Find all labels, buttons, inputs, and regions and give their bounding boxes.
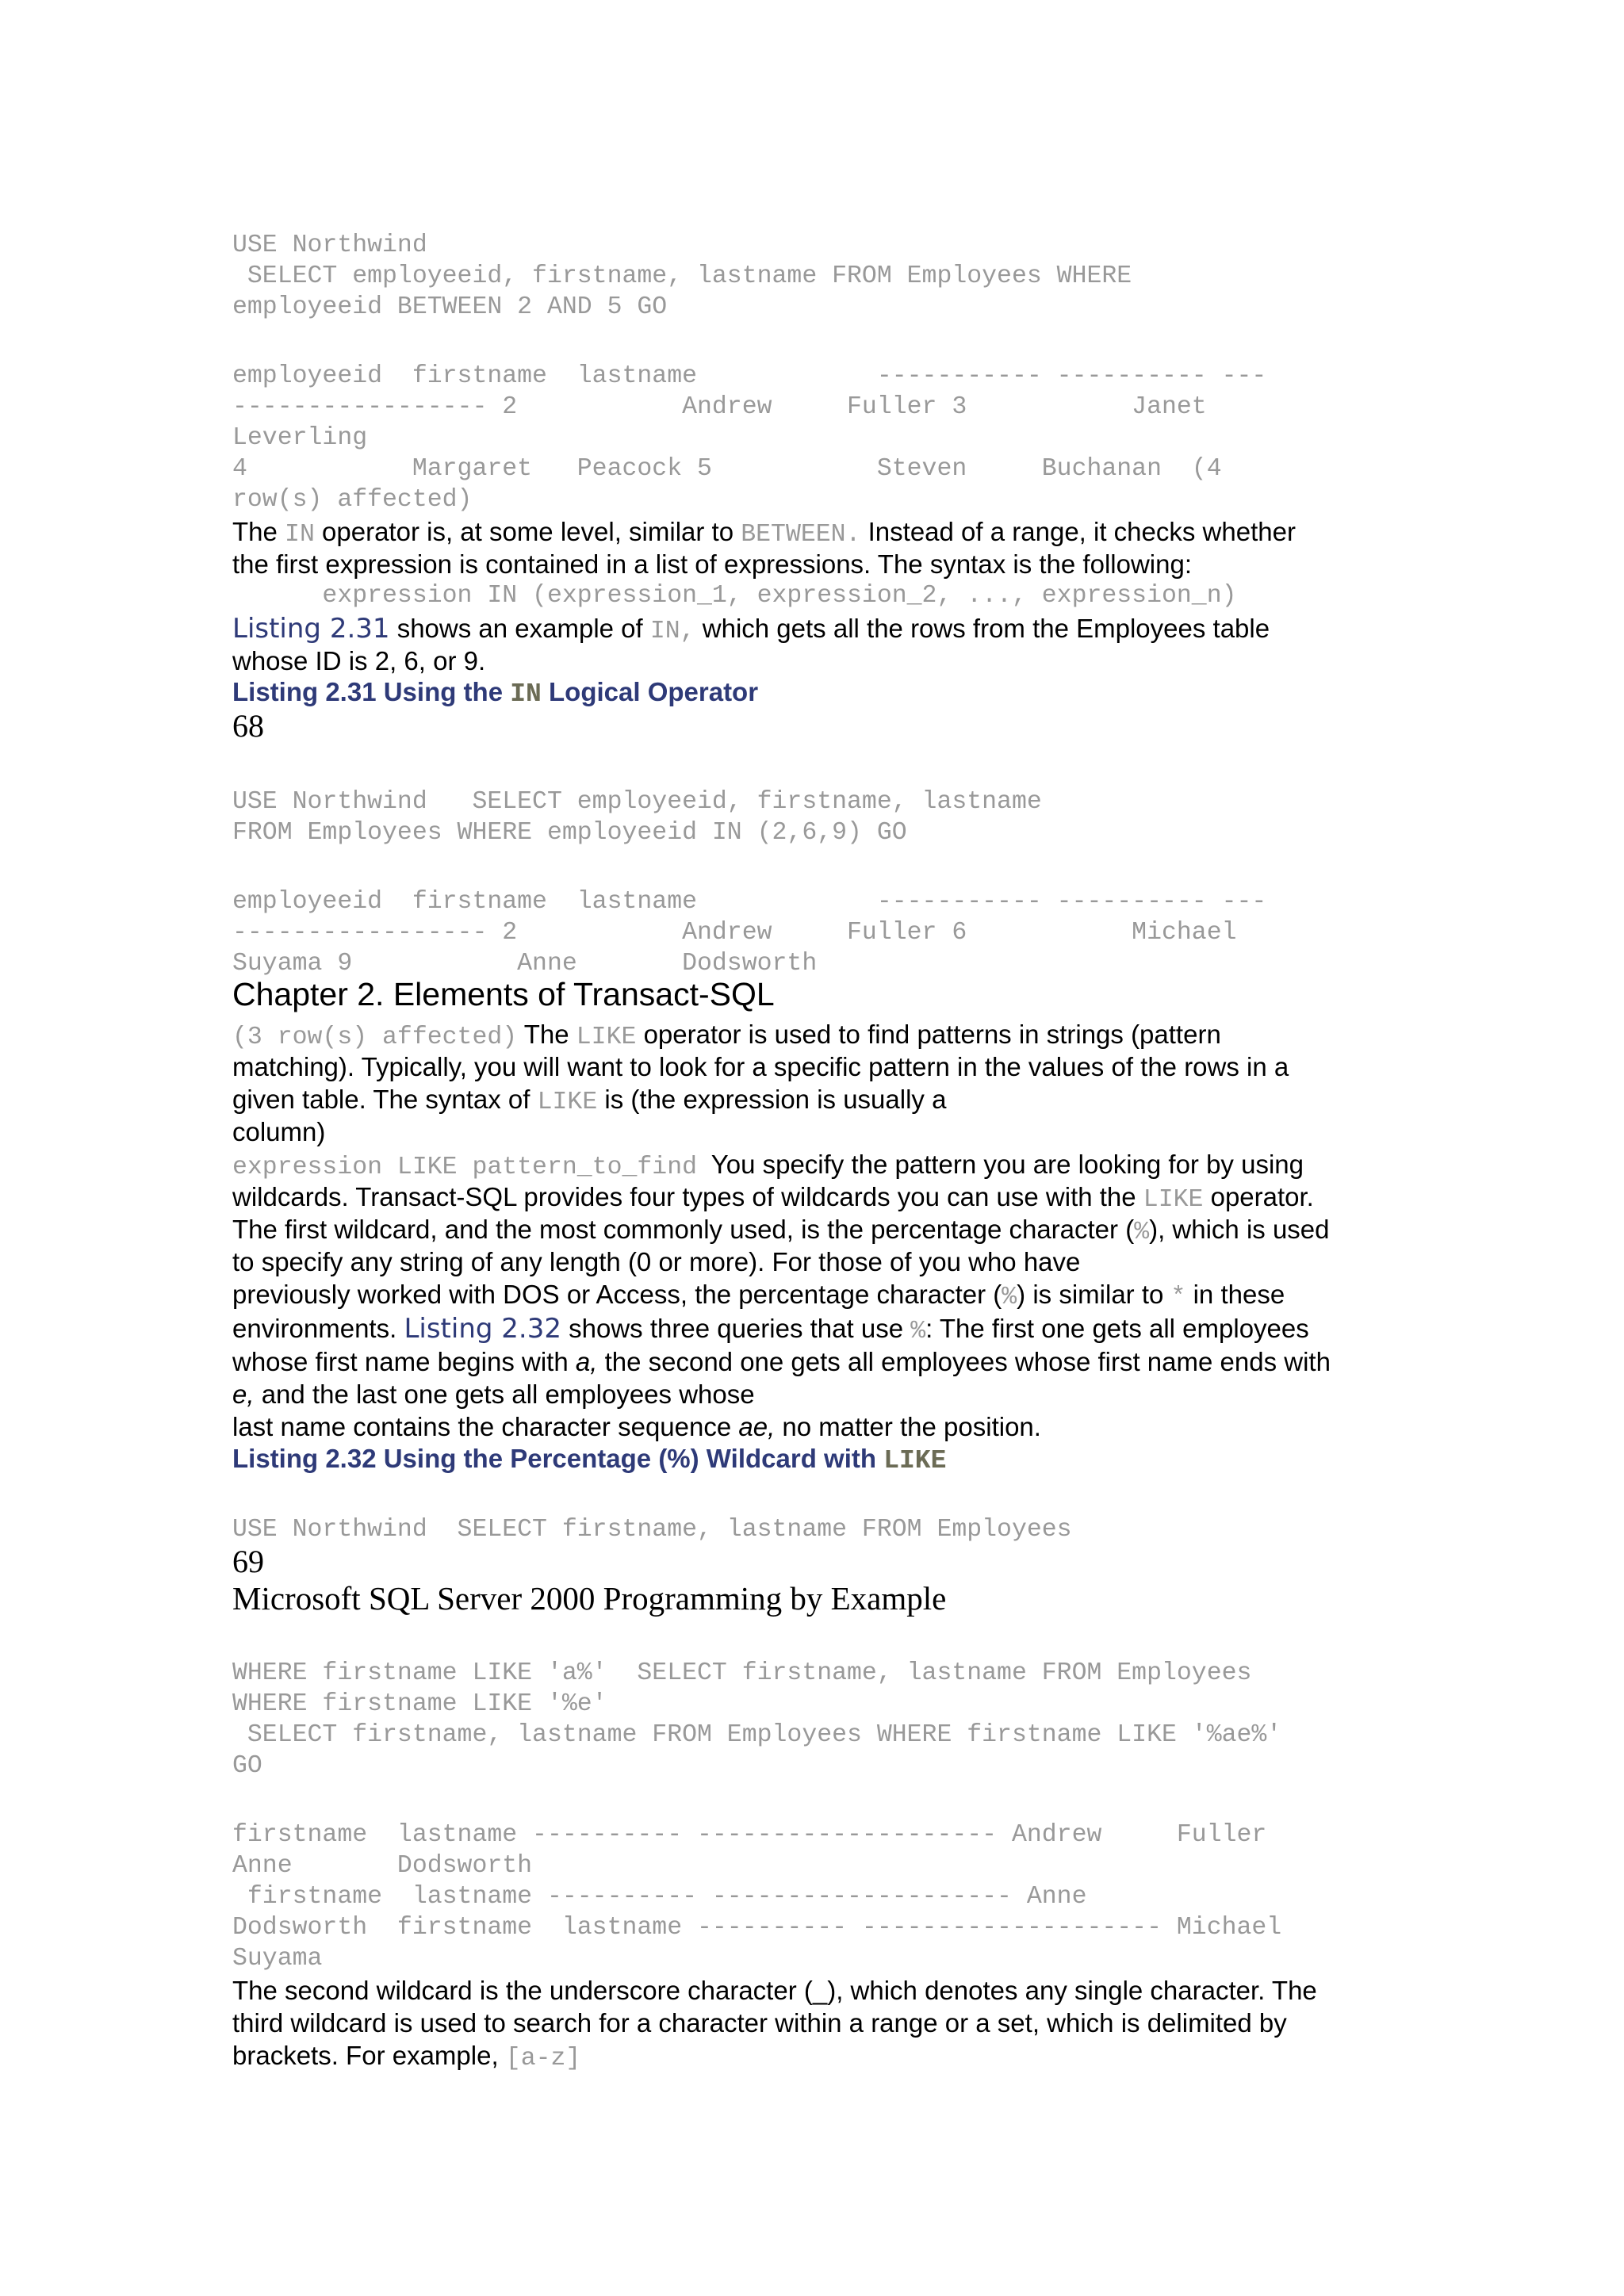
result-line: firstname lastname ---------- -------------------- Andrew Fuller (232, 1821, 1267, 1849)
body-text-line: whose ID is 2, 6, or 9. (232, 646, 486, 675)
listing-header: Listing 2.31 Using the IN Logical Operator (232, 677, 759, 709)
page-number: 69 (232, 1544, 264, 1579)
body-text-line: previously worked with DOS or Access, the percentage character (%) is similar to * in these (232, 1280, 1285, 1311)
body-text-line: matching). Typically, you will want to look for a specific pattern in the values of the rows in a (232, 1052, 1289, 1081)
listing-header: Listing 2.32 Using the Percentage (%) Wildcard with LIKE (232, 1444, 947, 1475)
code-line: GO (232, 1752, 262, 1780)
code-line: USE Northwind SELECT firstname, lastname FROM Employees (232, 1516, 1072, 1544)
chapter-header: Chapter 2. Elements of Transact-SQL (232, 976, 775, 1012)
inline-code: % (1134, 1219, 1150, 1246)
result-line: 4 Margaret Peacock 5 Steven Buchanan (4 (232, 455, 1222, 483)
body-text-line: the first expression is contained in a list of expressions. The syntax is the following: (232, 549, 1192, 579)
body-text-line: (3 row(s) affected) The LIKE operator is used to find patterns in strings (pattern (232, 1020, 1221, 1051)
inline-code: BETWEEN. (741, 521, 861, 549)
body-text-line: column) (232, 1117, 326, 1146)
inline-code: LIKE (537, 1089, 598, 1116)
code-line: FROM Employees WHERE employeeid IN (2,6,9) GO (232, 819, 907, 847)
code-line: SELECT firstname, lastname FROM Employees WHERE firstname LIKE '%ae%' (232, 1721, 1282, 1749)
body-text-line: to specify any string of any length (0 or more). For those of you who have (232, 1247, 1081, 1276)
body-text-line: third wildcard is used to search for a character within a range or a set, which is delimited by (232, 2008, 1287, 2038)
body-text-line: The first wildcard, and the most commonly used, is the percentage character (%), which is used (232, 1215, 1330, 1246)
result-line: ----------------- 2 Andrew Fuller 3 Janet (232, 393, 1207, 421)
inline-code: % (910, 1318, 926, 1345)
body-text-line: The IN operator is, at some level, similar to BETWEEN. Instead of a range, it checks whether (232, 517, 1296, 549)
body-text-line: environments. Listing 2.32 shows three queries that use %: The first one gets all employees (232, 1313, 1309, 1345)
body-text-line: brackets. For example, [a-z] (232, 2041, 581, 2072)
body-text-line: The second wildcard is the underscore character (_), which denotes any single character. The (232, 1976, 1317, 2005)
syntax-line: expression IN (expression_1, expression_2, ..., expression_n) (232, 582, 1237, 610)
code-line: USE Northwind (232, 232, 427, 259)
result-line: Anne Dodsworth (232, 1852, 533, 1880)
result-line: Dodsworth firstname lastname ---------- -------------------- Michael (232, 1914, 1282, 1942)
page-number: 68 (232, 708, 264, 744)
code-line: WHERE firstname LIKE 'a%' SELECT firstname, lastname FROM Employees (232, 1659, 1252, 1687)
result-line: Leverling (232, 424, 368, 452)
inline-code: LIKE (576, 1024, 637, 1051)
body-text-line: Listing 2.31 shows an example of IN, which gets all the rows from the Employees table (232, 613, 1270, 645)
listing-link[interactable]: Listing 2.31 (232, 613, 390, 645)
code-line: WHERE firstname LIKE '%e' (232, 1690, 607, 1718)
book-title: Microsoft SQL Server 2000 Programming by Example (232, 1580, 947, 1617)
result-line: ----------------- 2 Andrew Fuller 6 Michael (232, 919, 1237, 947)
inline-code: [a-z] (505, 2045, 581, 2072)
inline-code: LIKE (1143, 1186, 1204, 1214)
inline-code: (3 row(s) affected) (232, 1024, 518, 1051)
inline-code: IN, (649, 618, 695, 645)
body-text-line: e, and the last one gets all employees whose (232, 1380, 755, 1409)
body-text-line: last name contains the character sequence ae, no matter the position. (232, 1412, 1041, 1441)
result-line: employeeid firstname lastname ----------- ---------- --- (232, 362, 1267, 390)
inline-code: expression LIKE pattern_to_find (232, 1154, 697, 1181)
result-line: Suyama 9 Anne Dodsworth (232, 950, 818, 978)
code-line: USE Northwind SELECT employeeid, firstname, lastname (232, 788, 1042, 816)
code-line: employeeid BETWEEN 2 AND 5 GO (232, 293, 668, 321)
body-text-line: given table. The syntax of LIKE is (the expression is usually a (232, 1085, 947, 1116)
result-line: firstname lastname ---------- -------------------- Anne (232, 1883, 1087, 1911)
body-text-line: whose first name begins with a, the second one gets all employees whose first name ends with (232, 1347, 1331, 1376)
inline-code: IN (285, 521, 315, 549)
inline-code: * (1170, 1284, 1186, 1311)
body-text-line: expression LIKE pattern_to_find You specify the pattern you are looking for by using (232, 1150, 1304, 1181)
inline-code: % (1002, 1284, 1017, 1311)
result-line: employeeid firstname lastname ----------- ---------- --- (232, 888, 1267, 916)
result-line: Suyama (232, 1945, 323, 1973)
listing-link[interactable]: Listing 2.32 (404, 1313, 561, 1345)
body-text-line: wildcards. Transact-SQL provides four types of wildcards you can use with the LIKE operator. (232, 1182, 1314, 1214)
code-line: SELECT employeeid, firstname, lastname FROM Employees WHERE (232, 262, 1132, 290)
result-line: row(s) affected) (232, 486, 473, 514)
